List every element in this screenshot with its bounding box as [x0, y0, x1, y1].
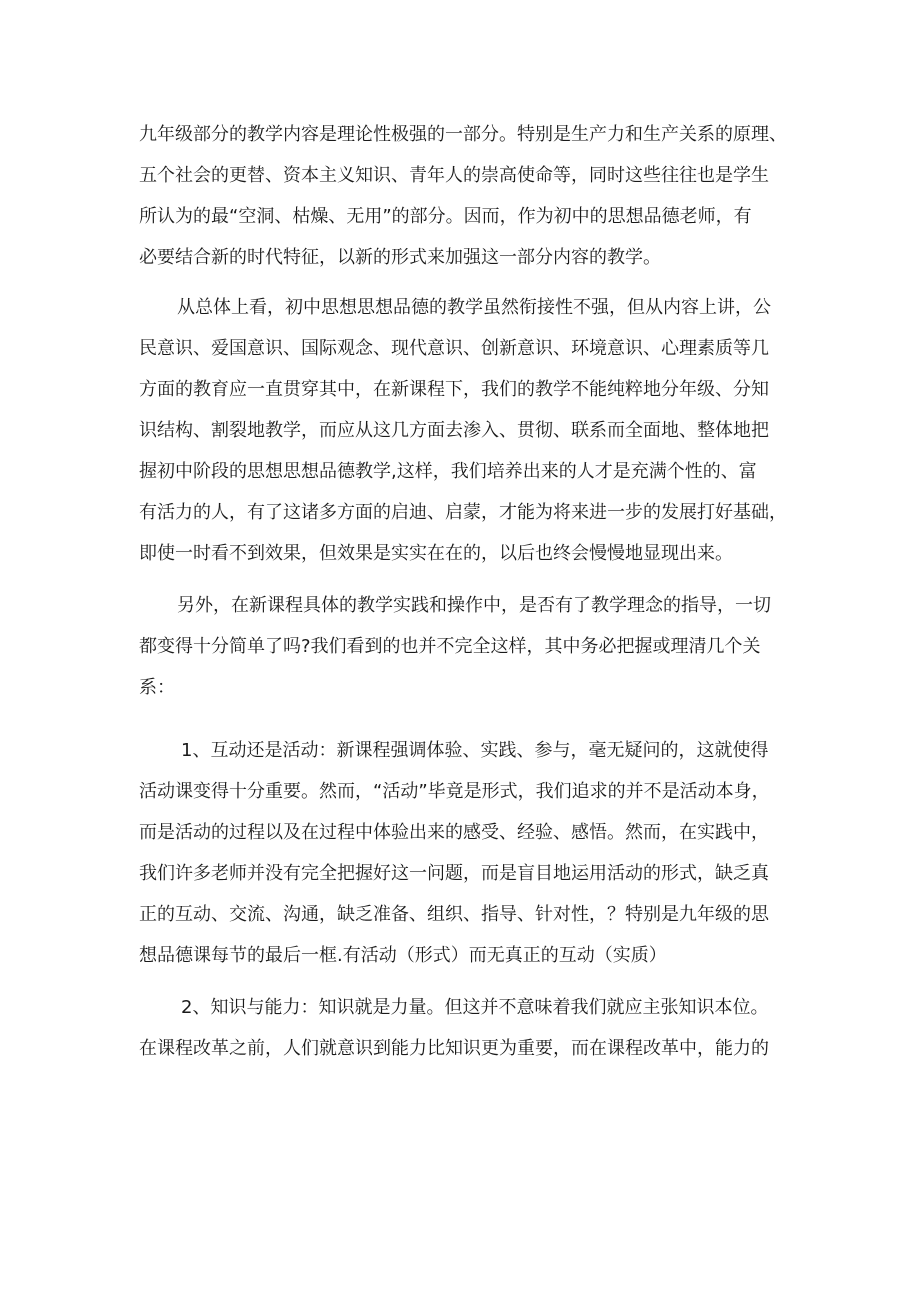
- paragraph-3-line-1: 另外，在新课程具体的教学实践和操作中，是否有了教学理念的指导，一切: [177, 595, 771, 616]
- paragraph-4-line-2: 活动课变得十分重要。然而，“活动”毕竟是形式，我们追求的并不是活动本身，: [139, 781, 770, 802]
- paragraph-4-line-3: 而是活动的过程以及在过程中体验出来的感受、经验、感悟。然而，在实践中，: [139, 822, 769, 843]
- paragraph-4-line-1: 1、互动还是活动：新课程强调体验、实践、参与，毫无疑问的，这就使得: [181, 740, 769, 761]
- paragraph-3-line-2: 都变得十分简单了吗?我们看到的也并不完全这样，其中务必把握或理清几个关: [139, 636, 761, 657]
- paragraph-1-line-1: 九年级部分的教学内容是理论性极强的一部分。特别是生产力和生产关系的原理、: [139, 124, 787, 145]
- paragraph-1-line-3: 所认为的最“空洞、枯燥、无用”的部分。因而，作为初中的思想品德老师，有: [139, 206, 752, 227]
- paragraph-4-line-5: 正的互动、交流、沟通，缺乏准备、组织、指导、针对性，？特别是九年级的思: [139, 904, 769, 925]
- paragraph-4-line-6: 想品德课每节的最后一框.有活动（形式）而无真正的互动（实质）: [139, 945, 667, 966]
- paragraph-1-line-2: 五个社会的更替、资本主义知识、青年人的崇高使命等，同时这些往往也是学生: [139, 165, 769, 186]
- paragraph-2-line-2: 民意识、爱国意识、国际观念、现代意识、创新意识、环境意识、心理素质等几: [139, 338, 769, 359]
- paragraph-5-line-1: 2、知识与能力：知识就是力量。但这并不意味着我们就应主张知识本位。: [181, 997, 769, 1018]
- paragraph-2-line-1: 从总体上看，初中思想思想品德的教学虽然衔接性不强，但从内容上讲，公: [177, 297, 771, 318]
- paragraph-4-line-4: 我们许多老师并没有完全把握好这一问题，而是盲目地运用活动的形式，缺乏真: [139, 863, 769, 884]
- paragraph-3-line-3: 系：: [139, 677, 175, 698]
- paragraph-2-line-5: 握初中阶段的思想思想品德教学,这样，我们培养出来的人才是充满个性的、富: [139, 461, 757, 482]
- paragraph-5-line-2: 在课程改革之前，人们就意识到能力比知识更为重要，而在课程改革中，能力的: [139, 1038, 769, 1059]
- paragraph-2-line-6: 有活力的人，有了这诸多方面的启迪、启蒙，才能为将来进一步的发展打好基础，: [139, 502, 787, 523]
- paragraph-2-line-3: 方面的教育应一直贯穿其中，在新课程下，我们的教学不能纯粹地分年级、分知: [139, 379, 769, 400]
- paragraph-2-line-4: 识结构、割裂地教学，而应从这几方面去渗入、贯彻、联系而全面地、整体地把: [139, 420, 769, 441]
- paragraph-1-line-4: 必要结合新的时代特征，以新的形式来加强这一部分内容的教学。: [139, 247, 661, 268]
- paragraph-2-line-7: 即使一时看不到效果，但效果是实实在在的，以后也终会慢慢地显现出来。: [139, 543, 733, 564]
